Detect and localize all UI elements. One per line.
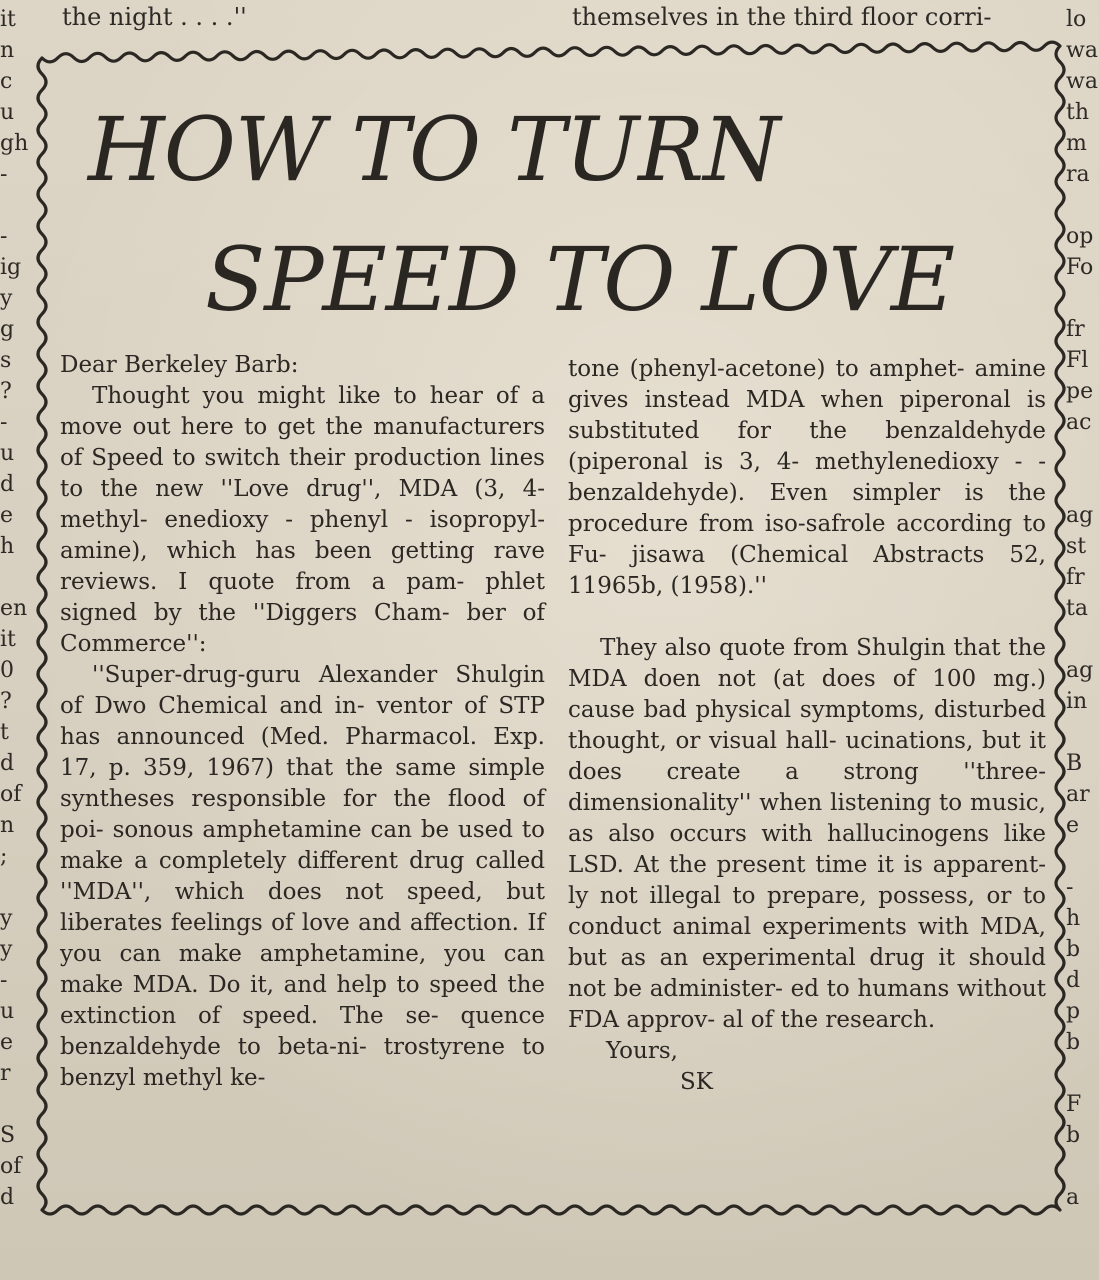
margin-fragment: n (0, 813, 15, 838)
margin-fragment (0, 1089, 28, 1120)
margin-fragment: it (0, 627, 16, 652)
margin-fragment: - (0, 162, 8, 187)
margin-fragment: in (1066, 689, 1088, 714)
margin-fragment: a (1066, 1185, 1080, 1210)
margin-fragment: it (0, 7, 16, 32)
margin-fragment (1066, 190, 1099, 221)
margin-fragment: y (0, 286, 13, 311)
margin-fragment: u (0, 100, 15, 125)
margin-fragment: e (1066, 813, 1080, 838)
margin-fragment: ra (1066, 162, 1090, 187)
margin-fragment (1066, 624, 1099, 655)
margin-fragment: p (1066, 999, 1081, 1024)
margin-fragment: ta (1066, 596, 1088, 621)
margin-fragment: c (0, 69, 13, 94)
margin-fragment: y (0, 937, 13, 962)
margin-fragment: y (0, 906, 13, 931)
margin-fragment: ? (0, 689, 12, 714)
margin-fragment: b (1066, 937, 1081, 962)
margin-fragment: wa (1066, 38, 1098, 63)
top-right-fragment: themselves in the third floor corri- (572, 3, 992, 31)
margin-fragment: en (0, 596, 28, 621)
margin-fragment: h (1066, 906, 1081, 931)
margin-fragment: ac (1066, 410, 1092, 435)
margin-fragment (1066, 717, 1099, 748)
margin-fragment: Fl (1066, 348, 1089, 373)
left-margin-column (0, 0, 28, 1213)
margin-fragment: d (0, 1185, 15, 1210)
margin-fragment: b (1066, 1030, 1081, 1055)
margin-fragment: - (0, 410, 8, 435)
margin-fragment (1066, 469, 1099, 500)
margin-fragment: - (0, 968, 8, 993)
margin-fragment: - (0, 224, 8, 249)
margin-fragment: ag (1066, 658, 1094, 683)
margin-fragment: ag (1066, 503, 1094, 528)
margin-fragment (1066, 283, 1099, 314)
margin-fragment: F (1066, 1092, 1082, 1117)
letter-closing: Yours, (606, 1038, 678, 1064)
headline-line-2: SPEED TO LOVE (205, 228, 955, 331)
margin-fragment (0, 872, 28, 903)
margin-fragment: d (0, 751, 15, 776)
margin-fragment: d (0, 472, 15, 497)
margin-fragment: th (1066, 100, 1090, 125)
headline-line-1: HOW TO TURN (88, 98, 780, 201)
margin-fragment: 0 (0, 658, 14, 683)
margin-fragment: st (1066, 534, 1087, 559)
margin-fragment: - (1066, 875, 1074, 900)
margin-fragment: S (0, 1123, 16, 1148)
margin-fragment (0, 190, 28, 221)
margin-fragment: m (1066, 131, 1087, 156)
letter-paragraph-1: Thought you might like to hear of a move out here to get the manufacturers of Speed to switch their production lines to the new ''Love drug'', MDA (3, 4-methyl- enedioxy - phenyl - isopropyl- amine), which has been getting rave reviews. I quote from a pam- phlet signed by the ''Diggers Cham- ber of Commerce'': (60, 383, 545, 657)
letter-salutation: Dear Berkeley Barb: (60, 352, 299, 378)
letter-paragraph-2: ''Super-drug-guru Alexander Shulgin of Dwo Chemical and in- ventor of STP has announced (Med. Pharmacol. Exp. 17, p. 359, 1967) that the same simple syntheses responsible for the flood of poi- sonous amphetamine can be used to make a completely different drug called ''MDA'', which does not speed, but liberates feelings of love and affection. If you can make amphetamine, you can make MDA. Do it, and help to speed the extinction of speed. The se- quence benzaldehyde to beta-ni- trostyrene to benzyl methyl ke- (60, 662, 545, 1091)
margin-fragment: Fo (1066, 255, 1094, 280)
margin-fragment: of (0, 782, 22, 807)
margin-fragment: u (0, 999, 15, 1024)
letter-signature: SK (680, 1069, 713, 1095)
margin-fragment: pe (1066, 379, 1094, 404)
letter-right-column (568, 354, 1046, 1098)
margin-fragment (1066, 841, 1099, 872)
margin-fragment: op (1066, 224, 1094, 249)
margin-fragment: ? (0, 379, 12, 404)
margin-fragment: e (0, 1030, 14, 1055)
right-margin-column (1066, 0, 1099, 1213)
margin-fragment: fr (1066, 317, 1085, 342)
margin-fragment: B (1066, 751, 1083, 776)
margin-fragment (0, 562, 28, 593)
margin-fragment: ar (1066, 782, 1090, 807)
margin-fragment (1066, 1058, 1099, 1089)
margin-fragment: wa (1066, 69, 1098, 94)
margin-fragment: h (0, 534, 15, 559)
top-left-fragment: the night . . . .'' (62, 3, 247, 31)
margin-fragment (1066, 438, 1099, 469)
margin-fragment: e (0, 503, 14, 528)
letter-paragraph-3: tone (phenyl-acetone) to amphet- amine gives instead MDA when piperonal is substituted for the benzaldehyde (piperonal is 3, 4- methylenedioxy - - benzaldehyde). Even simpler is the procedure from iso-safrole according to Fu- jisawa (Chemical Abstracts 52, 11965b, (1958).'' (568, 356, 1046, 599)
margin-fragment: u (0, 441, 15, 466)
margin-fragment (1066, 1151, 1099, 1182)
margin-fragment: of (0, 1154, 22, 1179)
margin-fragment: n (0, 38, 15, 63)
letter-left-column (60, 350, 545, 1094)
margin-fragment: g (0, 317, 15, 342)
margin-fragment: lo (1066, 7, 1087, 32)
margin-fragment: fr (1066, 565, 1085, 590)
margin-fragment: d (1066, 968, 1081, 993)
margin-fragment: ig (0, 255, 22, 280)
margin-fragment: ; (0, 844, 8, 869)
margin-fragment: r (0, 1061, 11, 1086)
letter-paragraph-4: They also quote from Shulgin that the MDA doen not (at does of 100 mg.) cause bad physical symptoms, disturbed thought, or visual hall- ucinations, but it does create a strong ''three-dimensionality'' when listening to music, as also occurs with hallucinogens like LSD. At the present time it is apparent- ly not illegal to prepare, possess, or to conduct animal experiments with MDA, but as an experimental drug it should not be administer- ed to humans without FDA approv- al of the research. (568, 635, 1046, 1033)
margin-fragment: gh (0, 131, 28, 156)
margin-fragment: t (0, 720, 9, 745)
margin-fragment: b (1066, 1123, 1081, 1148)
paragraph-gap (568, 602, 1046, 633)
margin-fragment: s (0, 348, 12, 373)
